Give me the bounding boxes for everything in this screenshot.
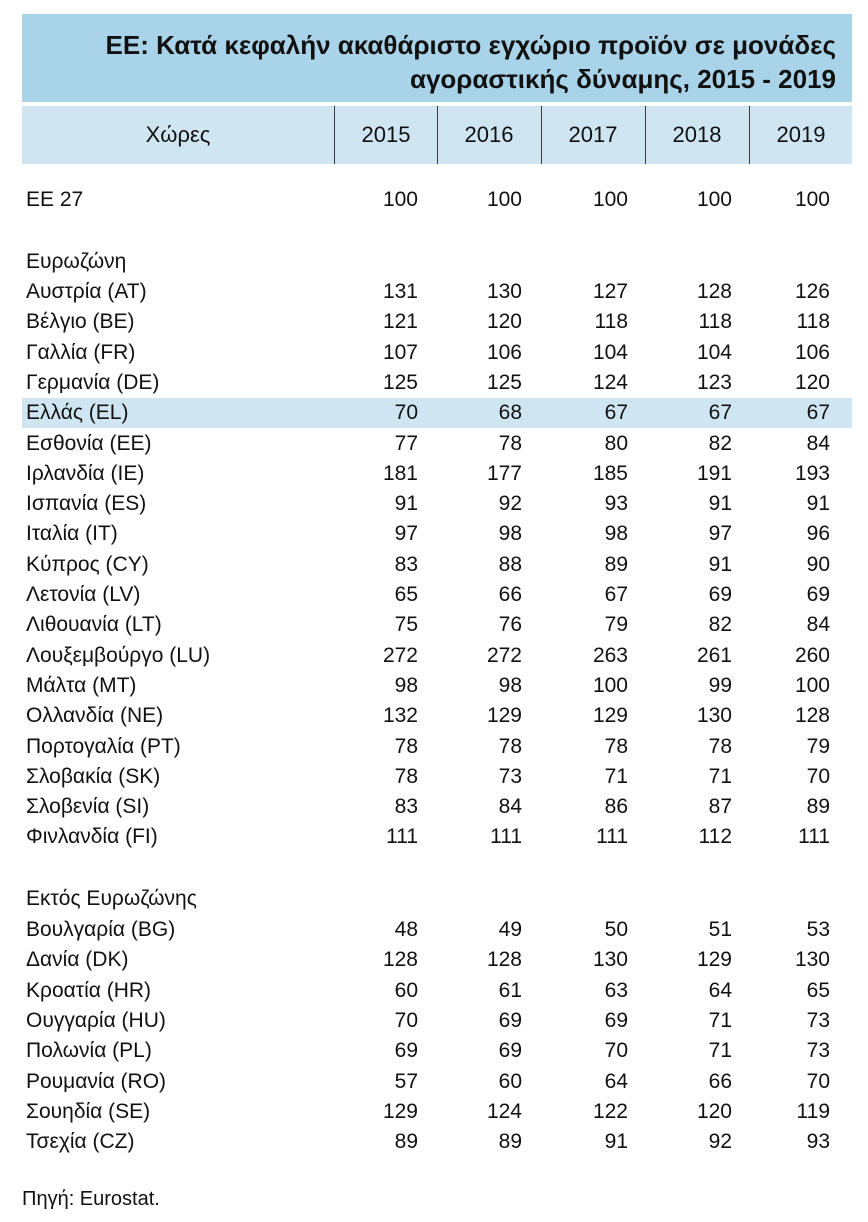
- value-cell: 67: [708, 401, 732, 424]
- value-cell: 123: [696, 371, 732, 394]
- value-cell: 63: [604, 979, 628, 1002]
- value-cell: 193: [794, 462, 830, 485]
- value-cell: 111: [798, 825, 830, 848]
- value-cell: 51: [708, 918, 732, 941]
- value-cell: 118: [698, 310, 732, 333]
- value-cell: 80: [604, 432, 628, 455]
- value-cell: 126: [794, 280, 830, 303]
- value-cell: 96: [806, 522, 830, 545]
- row-label: Πολωνία (PL): [26, 1039, 152, 1062]
- row-label: Σλοβενία (SI): [26, 795, 150, 818]
- row-label: Βουλγαρία (BG): [26, 918, 176, 941]
- value-cell: 91: [708, 553, 732, 576]
- value-cell: 93: [806, 1130, 830, 1153]
- eurozone-heading: [22, 247, 852, 277]
- value-cell: 129: [592, 704, 628, 727]
- value-cell: 64: [708, 979, 732, 1002]
- row-label: Πορτογαλία (PT): [26, 735, 181, 758]
- value-cell: 104: [592, 341, 628, 364]
- eurozone-heading-label: Ευρωζώνη: [26, 250, 127, 273]
- row-label: Δανία (DK): [26, 948, 129, 971]
- table-row: [22, 762, 852, 792]
- value-cell: 91: [394, 492, 418, 515]
- value-cell: 82: [708, 613, 732, 636]
- value-cell: 130: [794, 948, 830, 971]
- value-cell: 91: [806, 492, 830, 515]
- value-cell: 93: [604, 492, 628, 515]
- table-row: [22, 459, 852, 489]
- value-cell: 98: [604, 522, 628, 545]
- table-row: [22, 641, 852, 671]
- value-cell: 70: [394, 1009, 418, 1032]
- table-row: [22, 701, 852, 731]
- value-cell: 78: [604, 735, 628, 758]
- value-cell: 120: [486, 310, 522, 333]
- value-cell: 86: [604, 795, 628, 818]
- value-cell: 129: [382, 1100, 418, 1123]
- value-cell: 67: [604, 401, 628, 424]
- title-line-2: αγοραστικής δύναμης, 2015 - 2019: [409, 64, 836, 94]
- value-cell: 118: [796, 310, 830, 333]
- value-cell: 69: [394, 1039, 418, 1062]
- value-cell: 119: [796, 1100, 830, 1123]
- table-row: [22, 489, 852, 519]
- table-row: [22, 338, 852, 368]
- row-label: ΕΕ 27: [26, 188, 84, 211]
- table-row: [22, 610, 852, 640]
- value-cell: 70: [806, 1070, 830, 1093]
- row-label: Ολλανδία (NE): [26, 704, 164, 727]
- value-cell: 107: [382, 341, 418, 364]
- value-cell: 129: [696, 948, 732, 971]
- value-cell: 260: [794, 644, 830, 667]
- table-row: [22, 945, 852, 975]
- value-cell: 98: [498, 674, 522, 697]
- value-cell: 50: [604, 918, 628, 941]
- non-eurozone-heading: [22, 884, 852, 914]
- value-cell: 128: [696, 280, 732, 303]
- value-cell: 132: [382, 704, 418, 727]
- value-cell: 111: [490, 825, 522, 848]
- value-cell: 57: [394, 1070, 418, 1093]
- value-cell: 60: [394, 979, 418, 1002]
- value-cell: 128: [794, 704, 830, 727]
- value-cell: 127: [592, 280, 628, 303]
- value-cell: 120: [696, 1100, 732, 1123]
- value-cell: 78: [498, 432, 522, 455]
- value-cell: 130: [592, 948, 628, 971]
- value-cell: 100: [696, 188, 732, 211]
- value-cell: 131: [382, 280, 418, 303]
- table-row: [22, 580, 852, 610]
- value-cell: 70: [604, 1039, 628, 1062]
- value-cell: 78: [394, 765, 418, 788]
- value-cell: 88: [498, 553, 522, 576]
- value-cell: 82: [708, 432, 732, 455]
- row-label: Μάλτα (MT): [26, 674, 137, 697]
- table-row: [22, 368, 852, 398]
- row-label: Σλοβακία (SK): [26, 765, 161, 788]
- row-label: Κύπρος (CY): [26, 553, 149, 576]
- value-cell: 67: [806, 401, 830, 424]
- row-label: Ρουμανία (RO): [26, 1070, 167, 1093]
- value-cell: 125: [382, 371, 418, 394]
- value-cell: 70: [806, 765, 830, 788]
- value-cell: 98: [498, 522, 522, 545]
- value-cell: 87: [708, 795, 732, 818]
- value-cell: 76: [498, 613, 522, 636]
- value-cell: 100: [794, 674, 830, 697]
- table-row: [22, 822, 852, 852]
- value-cell: 71: [604, 765, 628, 788]
- table-row: [22, 915, 852, 945]
- header-year-2018: 2018: [672, 122, 722, 147]
- value-cell: 84: [806, 613, 830, 636]
- table-row: [22, 1097, 852, 1127]
- row-label: Ιρλανδία (IE): [26, 462, 145, 485]
- non-eurozone-heading-label: Εκτός Ευρωζώνης: [26, 887, 197, 910]
- value-cell: 100: [592, 674, 628, 697]
- table-row: [22, 307, 852, 337]
- value-cell: 121: [382, 310, 418, 333]
- value-cell: 272: [486, 644, 522, 667]
- table-row: [22, 277, 852, 307]
- value-cell: 191: [696, 462, 732, 485]
- value-cell: 97: [708, 522, 732, 545]
- value-cell: 100: [592, 188, 628, 211]
- value-cell: 261: [696, 644, 732, 667]
- row-label: Σουηδία (SE): [26, 1100, 151, 1123]
- value-cell: 100: [382, 188, 418, 211]
- table-row: [22, 519, 852, 549]
- value-cell: 263: [592, 644, 628, 667]
- value-cell: 97: [394, 522, 418, 545]
- value-cell: 99: [708, 674, 732, 697]
- value-cell: 69: [708, 583, 732, 606]
- value-cell: 64: [604, 1070, 628, 1093]
- value-cell: 100: [486, 188, 522, 211]
- value-cell: 53: [806, 918, 830, 941]
- value-cell: 185: [592, 462, 628, 485]
- value-cell: 89: [498, 1130, 522, 1153]
- row-label: Αυστρία (AT): [26, 280, 147, 303]
- table-header: [22, 106, 852, 164]
- value-cell: 60: [498, 1070, 522, 1093]
- value-cell: 177: [486, 462, 522, 485]
- value-cell: 71: [708, 1009, 732, 1032]
- value-cell: 124: [592, 371, 628, 394]
- value-cell: 181: [382, 462, 418, 485]
- table-row: [22, 1067, 852, 1097]
- row-label: Ουγγαρία (HU): [26, 1009, 166, 1032]
- value-cell: 129: [486, 704, 522, 727]
- value-cell: 272: [382, 644, 418, 667]
- row-label: Λουξεμβούργο (LU): [26, 644, 211, 667]
- row-label: Βέλγιο (BE): [26, 310, 135, 333]
- value-cell: 112: [698, 825, 732, 848]
- table-title: [22, 14, 852, 102]
- header-year-2015: 2015: [361, 122, 411, 147]
- value-cell: 78: [394, 735, 418, 758]
- row-label: Λετονία (LV): [26, 583, 141, 606]
- value-cell: 118: [594, 310, 628, 333]
- value-cell: 106: [486, 341, 522, 364]
- source-note: Πηγή: Eurostat.: [22, 1188, 160, 1210]
- value-cell: 84: [806, 432, 830, 455]
- value-cell: 83: [394, 553, 418, 576]
- table-row: [22, 1127, 852, 1157]
- table-row: [22, 671, 852, 701]
- value-cell: 120: [794, 371, 830, 394]
- table-row: [22, 429, 852, 459]
- table-row: [22, 1036, 852, 1066]
- value-cell: 69: [498, 1039, 522, 1062]
- value-cell: 125: [486, 371, 522, 394]
- value-cell: 73: [498, 765, 522, 788]
- eu27-row: [22, 185, 852, 215]
- table-row: [22, 1006, 852, 1036]
- value-cell: 66: [708, 1070, 732, 1093]
- value-cell: 69: [498, 1009, 522, 1032]
- table-row-highlighted: [22, 398, 852, 428]
- value-cell: 91: [604, 1130, 628, 1153]
- value-cell: 79: [604, 613, 628, 636]
- value-cell: 71: [708, 765, 732, 788]
- value-cell: 89: [394, 1130, 418, 1153]
- value-cell: 122: [592, 1100, 628, 1123]
- value-cell: 92: [498, 492, 522, 515]
- value-cell: 78: [708, 735, 732, 758]
- table-row: [22, 732, 852, 762]
- value-cell: 104: [696, 341, 732, 364]
- row-label: Ισπανία (ES): [26, 492, 147, 515]
- header-year-2016: 2016: [464, 122, 514, 147]
- value-cell: 124: [486, 1100, 522, 1123]
- row-label: Γαλλία (FR): [26, 341, 136, 364]
- table-row: [22, 976, 852, 1006]
- value-cell: 89: [604, 553, 628, 576]
- header-year-2019: 2019: [776, 122, 826, 147]
- value-cell: 69: [806, 583, 830, 606]
- value-cell: 69: [604, 1009, 628, 1032]
- value-cell: 83: [394, 795, 418, 818]
- value-cell: 128: [486, 948, 522, 971]
- row-label: Φινλανδία (FI): [26, 825, 158, 848]
- value-cell: 49: [498, 918, 522, 941]
- row-label: Κροατία (HR): [26, 979, 152, 1002]
- value-cell: 65: [806, 979, 830, 1002]
- value-cell: 92: [708, 1130, 732, 1153]
- value-cell: 66: [498, 583, 522, 606]
- value-cell: 111: [596, 825, 628, 848]
- value-cell: 71: [708, 1039, 732, 1062]
- table-row: [22, 550, 852, 580]
- table-row: [22, 792, 852, 822]
- value-cell: 70: [394, 401, 418, 424]
- value-cell: 111: [386, 825, 418, 848]
- row-label: Τσεχία (CZ): [26, 1130, 135, 1153]
- value-cell: 130: [486, 280, 522, 303]
- row-label: Εσθονία (EE): [26, 432, 152, 455]
- row-label: Ελλάς (EL): [26, 401, 129, 424]
- value-cell: 128: [382, 948, 418, 971]
- row-label: Λιθουανία (LT): [26, 613, 162, 636]
- value-cell: 84: [498, 795, 522, 818]
- value-cell: 79: [806, 735, 830, 758]
- value-cell: 61: [498, 979, 522, 1002]
- value-cell: 48: [394, 918, 418, 941]
- value-cell: 77: [394, 432, 418, 455]
- title-line-1: ΕΕ: Κατά κεφαλήν ακαθάριστο εγχώριο προϊόν σε μονάδες: [105, 30, 836, 60]
- value-cell: 73: [806, 1039, 830, 1062]
- value-cell: 67: [604, 583, 628, 606]
- row-label: Ιταλία (IT): [26, 522, 118, 545]
- value-cell: 89: [806, 795, 830, 818]
- value-cell: 73: [806, 1009, 830, 1032]
- value-cell: 100: [794, 188, 830, 211]
- value-cell: 130: [696, 704, 732, 727]
- value-cell: 78: [498, 735, 522, 758]
- value-cell: 68: [498, 401, 522, 424]
- value-cell: 65: [394, 583, 418, 606]
- header-year-2017: 2017: [568, 122, 618, 147]
- header-countries: Χώρες: [145, 122, 211, 147]
- value-cell: 90: [806, 553, 830, 576]
- row-label: Γερμανία (DE): [26, 371, 160, 394]
- value-cell: 91: [708, 492, 732, 515]
- value-cell: 106: [794, 341, 830, 364]
- value-cell: 98: [394, 674, 418, 697]
- value-cell: 75: [394, 613, 418, 636]
